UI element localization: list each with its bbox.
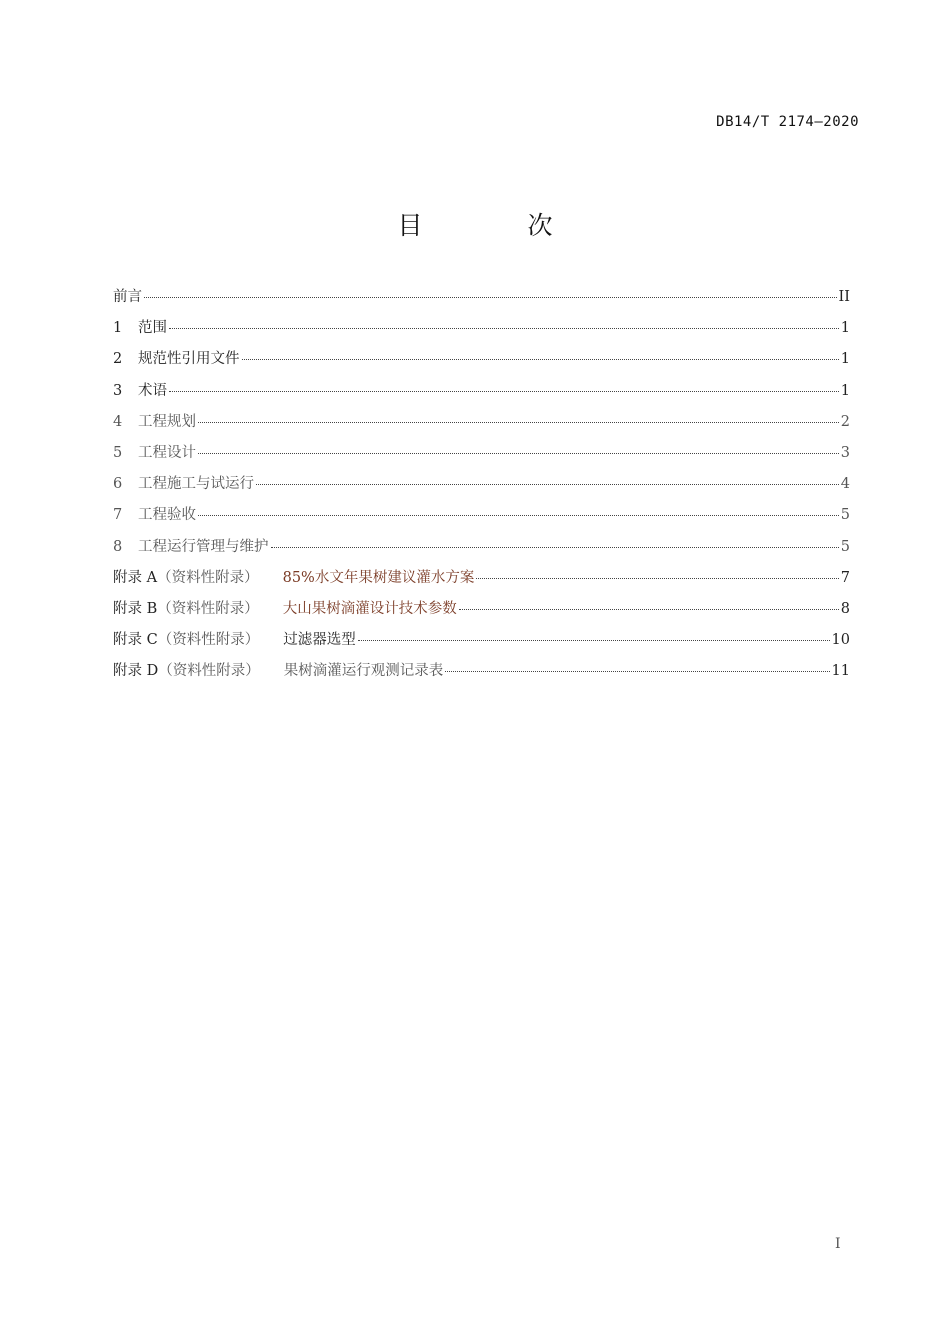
dot-leader (242, 359, 839, 360)
dot-leader (169, 328, 839, 329)
dot-leader (476, 578, 838, 579)
toc-label: 工程施工与试运行 (138, 476, 254, 493)
dot-leader (256, 484, 839, 485)
toc-page: 1 (840, 351, 850, 368)
toc-label: 大山果树滴灌设计技术参数 (282, 600, 457, 617)
appendix-prefix: 附录 C (113, 632, 158, 649)
toc-entry-7[interactable] (113, 503, 850, 534)
appendix-note: （资料性附录） (157, 632, 260, 649)
toc-label: 果树滴灌运行观测记录表 (283, 663, 444, 680)
toc-number: 1 (113, 320, 123, 337)
toc-entry-2[interactable] (113, 347, 850, 378)
appendix-note: （资料性附录） (157, 600, 259, 617)
toc-entry-5[interactable] (113, 441, 850, 472)
dot-leader (169, 391, 839, 392)
toc-page: 7 (840, 569, 850, 586)
toc-label: 术语 (138, 382, 167, 399)
toc-page: 11 (831, 663, 850, 680)
appendix-prefix: 附录 D (113, 663, 159, 680)
appendix-note: （资料性附录） (157, 569, 259, 586)
table-of-contents (113, 285, 850, 690)
footer-page-number: I (835, 1236, 841, 1252)
toc-number: 3 (113, 382, 123, 399)
toc-entry-appendix-c[interactable] (113, 628, 850, 659)
toc-page: 1 (840, 382, 850, 399)
dot-leader (271, 547, 839, 548)
toc-label: 规范性引用文件 (138, 351, 240, 368)
dot-leader (445, 671, 829, 672)
appendix-note: （资料性附录） (158, 663, 260, 680)
toc-page: 3 (840, 444, 850, 461)
toc-number: 5 (113, 444, 123, 461)
toc-page: 5 (840, 538, 850, 555)
toc-number: 4 (113, 413, 123, 430)
page-title: 目 次 (397, 211, 593, 240)
toc-label: 工程验收 (138, 507, 196, 524)
dot-leader (144, 297, 837, 298)
toc-entry-appendix-b[interactable] (113, 597, 850, 628)
toc-number: 7 (113, 507, 123, 524)
toc-entry-6[interactable] (113, 472, 850, 503)
toc-entry-foreword[interactable] (113, 285, 850, 316)
toc-entry-appendix-a[interactable] (113, 566, 850, 597)
toc-label: 范围 (138, 320, 167, 337)
toc-label: 前言 (113, 289, 142, 305)
toc-entry-4[interactable] (113, 410, 850, 441)
toc-number: 6 (113, 476, 123, 493)
dot-leader (198, 453, 839, 454)
toc-number: 2 (113, 351, 123, 368)
toc-label: 85%水文年果树建议灌水方案 (282, 569, 475, 586)
toc-entry-appendix-d[interactable] (113, 659, 850, 690)
toc-page: 10 (831, 632, 850, 649)
appendix-prefix: 附录 B (113, 600, 158, 617)
dot-leader (198, 515, 839, 516)
toc-label: 工程运行管理与维护 (138, 538, 269, 555)
toc-number: 8 (113, 538, 123, 555)
toc-label: 工程设计 (138, 444, 196, 461)
toc-page: 8 (840, 600, 850, 617)
toc-label: 过滤器选型 (283, 632, 356, 649)
toc-entry-8[interactable] (113, 535, 850, 566)
standard-code: DB14/T 2174—2020 (716, 114, 859, 130)
dot-leader (198, 422, 839, 423)
toc-page: 1 (840, 320, 850, 337)
toc-page: 4 (840, 476, 850, 493)
toc-page: 2 (840, 413, 850, 430)
toc-entry-1[interactable] (113, 316, 850, 347)
toc-label: 工程规划 (138, 413, 196, 430)
dot-leader (358, 640, 830, 641)
toc-page: 5 (840, 507, 850, 524)
toc-page: II (838, 289, 850, 305)
dot-leader (459, 609, 839, 610)
appendix-prefix: 附录 A (113, 569, 158, 586)
toc-entry-3[interactable] (113, 379, 850, 410)
